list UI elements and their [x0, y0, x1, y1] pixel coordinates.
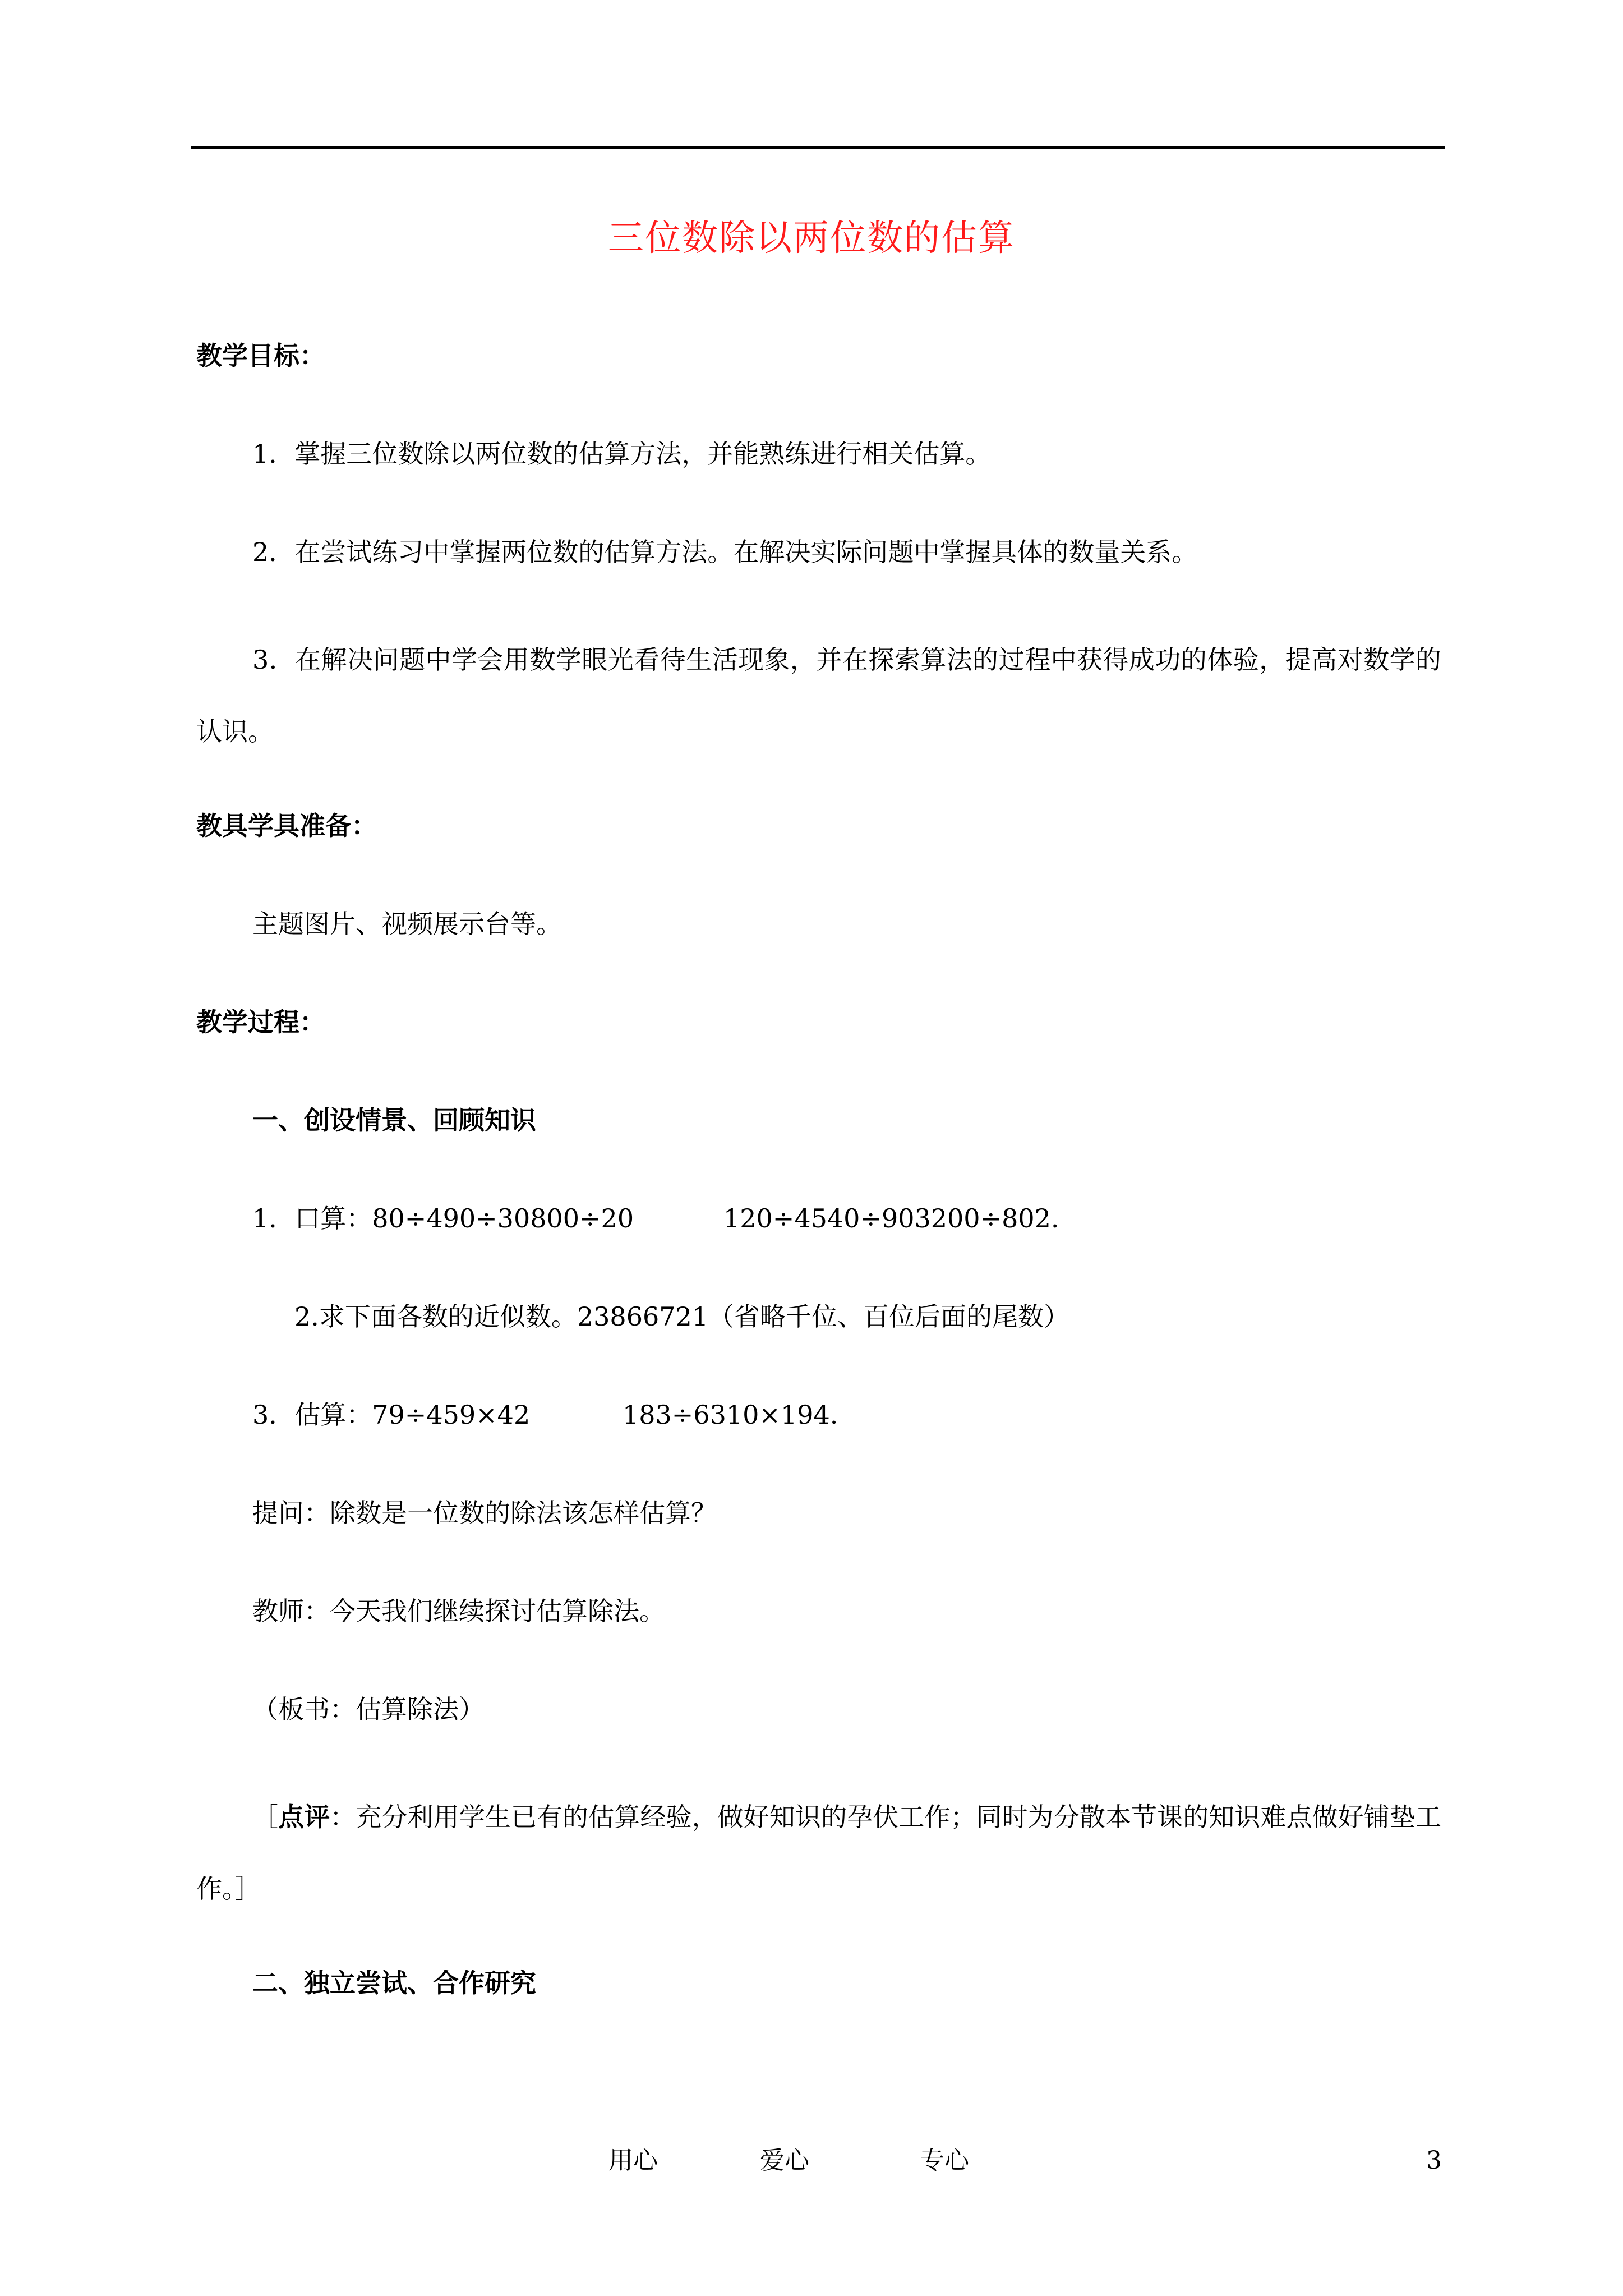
section-2-heading: 二、独立尝试、合作研究	[252, 1968, 536, 1998]
board-note: （板书：估算除法）	[252, 1694, 485, 1724]
oral-calc-left: 1．口算：80÷490÷30800÷20	[252, 1203, 634, 1234]
teacher-text: 教师：今天我们继续探讨估算除法。	[252, 1596, 665, 1626]
question-text: 提问：除数是一位数的除法该怎样估算？	[252, 1498, 717, 1528]
comment-text: ：充分利用学生已有的估算经验，做好知识的孕伏工作；同时为分散本节课的知识难点做好铺垫工作。］	[196, 1802, 1442, 1904]
goal-1: 1．掌握三位数除以两位数的估算方法，并能熟练进行相关估算。	[252, 439, 992, 469]
tools-text: 主题图片、视频展示台等。	[252, 909, 562, 939]
page-number: 3	[1426, 2146, 1442, 2175]
heading-teaching-tools: 教具学具准备：	[196, 811, 377, 841]
section-1-heading: 一、创设情景、回顾知识	[252, 1105, 536, 1135]
footer-word-2: 爱心	[760, 2146, 809, 2175]
comment-open-bracket: ［	[252, 1802, 279, 1832]
footer-word-1: 用心	[608, 2146, 658, 2175]
estimate-left: 3．估算：79÷459×42	[252, 1400, 531, 1430]
oral-calc-right: 120÷4540÷903200÷802.	[723, 1203, 1059, 1234]
approx-question: 2.求下面各数的近似数。23866721（省略千位、百位后面的尾数）	[294, 1301, 1070, 1332]
comment-label: 点评	[278, 1802, 330, 1832]
page-title: 三位数除以两位数的估算	[608, 218, 1015, 259]
heading-teaching-process: 教学过程：	[196, 1007, 325, 1037]
estimate-right: 183÷6310×194.	[623, 1400, 838, 1430]
comment-paragraph	[196, 1781, 1441, 1925]
header-rule	[191, 146, 1445, 149]
goal-3: 3．在解决问题中学会用数学眼光看待生活现象，并在探索算法的过程中获得成功的体验，提高对数学的认识。	[196, 645, 1441, 747]
goal-2: 2．在尝试练习中掌握两位数的估算方法。在解决实际问题中掌握具体的数量关系。	[252, 537, 1198, 567]
heading-teaching-goals: 教学目标：	[196, 341, 325, 371]
footer-word-3: 专心	[920, 2146, 969, 2175]
